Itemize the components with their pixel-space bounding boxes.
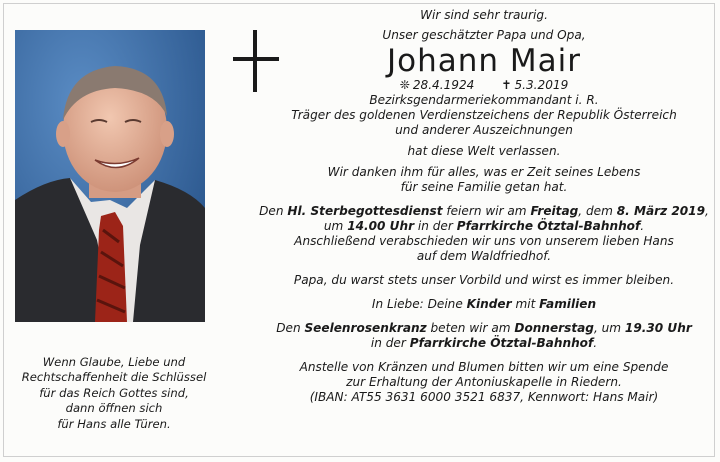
title-line: Bezirksgendarmeriekommandant i. R. (369, 93, 599, 107)
rosary-line-1: Den Seelenrosenkranz beten wir am Donnerstag, um 19.30 Uhr (276, 321, 692, 335)
funeral-line-4: auf dem Waldfriedhof. (416, 249, 552, 263)
donation-line: Anstelle von Kränzen und Blumen bitten wir um eine Spende (299, 360, 669, 374)
donation-line: (IBAN: AT55 3631 6000 3521 6837, Kennwort: Hans Mair) (309, 390, 659, 404)
portrait-photo (15, 30, 205, 322)
title-line: Träger des goldenen Verdienstzeichens der Republik Österreich (291, 108, 677, 122)
quote-line: für Hans alle Türen. (57, 416, 171, 431)
quote-line: Rechtschaffenheit die Schlüssel (21, 370, 207, 385)
motto-line: Papa, du warst stets unser Vorbild und wirst es immer bleiben. (293, 273, 675, 287)
death-date: 5.3.2019 (514, 78, 569, 92)
donation-line: zur Erhaltung der Antoniuskapelle in Riedern. (346, 375, 622, 389)
passed-line: hat diese Welt verlassen. (407, 144, 561, 158)
quote-block (14, 355, 214, 432)
quote-line: für das Reich Gottes sind, (39, 385, 189, 400)
birth-date: 28.4.1924 (412, 78, 475, 92)
thanks-line: Wir danken ihm für alles, was er Zeit seines Lebens (327, 165, 641, 179)
thanks-line: für seine Familie getan hat. (400, 180, 568, 194)
love-line: In Liebe: Deine Kinder mit Familien (371, 297, 597, 311)
intro-line: Wir sind sehr traurig. (420, 8, 548, 22)
quote-line: Wenn Glaube, Liebe und (42, 355, 186, 369)
funeral-line-3: Anschließend verabschieden wir uns von unserem lieben Hans (294, 234, 674, 248)
deceased-name: Johann Mair (386, 43, 581, 79)
funeral-line-2: um 14.00 Uhr in der Pfarrkirche Ötztal-Bahnhof. (323, 219, 645, 233)
birth-star-icon: ❊ (399, 78, 410, 92)
intro-line: Unser geschätzter Papa und Opa, (382, 28, 586, 42)
life-dates (256, 78, 712, 93)
rosary-line-2: in der Pfarrkirche Ötztal-Bahnhof. (370, 336, 598, 350)
quote-line: dann öffnen sich (65, 401, 163, 416)
title-line: und anderer Auszeichnungen (395, 123, 573, 137)
death-cross-icon: ✝ (501, 78, 512, 92)
funeral-line-1: Den Hl. Sterbegottesdienst feiern wir am Freitag, dem 8. März 2019, (259, 204, 709, 218)
obituary-text (256, 8, 712, 405)
